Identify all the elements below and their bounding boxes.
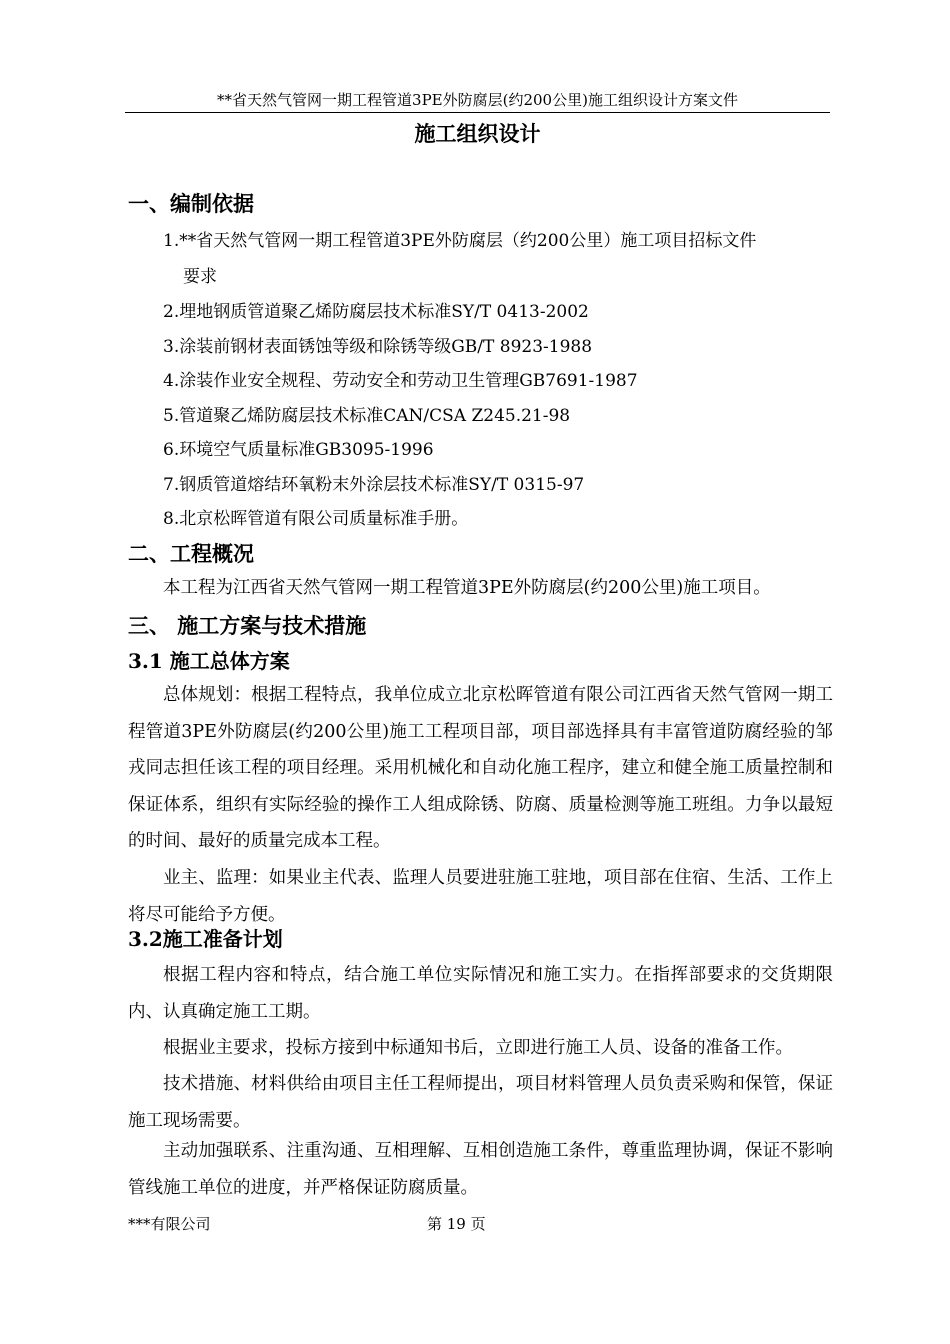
section-3-heading: 三、 施工方案与技术措施 <box>128 613 367 638</box>
footer-company: ***有限公司 <box>128 1215 211 1233</box>
preparation-paragraph-4: 主动加强联系、注重沟通、互相理解、互相创造施工条件，尊重监理协调，保证不影响管线施工单位的进度，并严格保证防腐质量。 <box>128 1141 833 1198</box>
project-overview-text: 本工程为江西省天然气管网一期工程管道3PE外防腐层(约200公里)施工项目。 <box>163 578 771 598</box>
document-title: 施工组织设计 <box>414 121 541 146</box>
overall-plan-paragraph: 总体规划：根据工程特点，我单位成立北京松晖管道有限公司江西省天然气管网一期工程管道3PE外防腐层(约200公里)施工工程项目部，项目部选择具有丰富管道防腐经验的邹戎同志担任该工程的项目经理。采用机械化和自动化施工程序，建立和健全施工质量控制和保证体系，组织有实际经验的操作工人组成除锈、防腐、质量检测等施工班组。力争以最短的时间、最好的质量完成本工程。 <box>128 685 833 851</box>
subsection-3-2-heading: 3.2施工准备计划 <box>128 927 283 951</box>
reference-item-5: 5.管道聚乙烯防腐层技术标准CAN/CSA Z245.21-98 <box>163 406 571 426</box>
reference-item-4: 4.涂装作业安全规程、劳动安全和劳动卫生管理GB7691-1987 <box>163 371 638 391</box>
reference-item-2: 2.埋地钢质管道聚乙烯防腐层技术标准SY/T 0413-2002 <box>163 302 589 322</box>
running-header: **省天然气管网一期工程管道3PE外防腐层(约200公里)施工组织设计方案文件 <box>217 91 738 109</box>
owner-supervision-paragraph: 业主、监理：如果业主代表、监理人员要进驻施工驻地，项目部在住宿、生活、工作上将尽可能给予方便。 <box>128 868 833 925</box>
reference-item-6: 6.环境空气质量标准GB3095-1996 <box>163 440 434 460</box>
subsection-3-1-heading: 3.1 施工总体方案 <box>128 649 290 673</box>
preparation-paragraph-3: 技术措施、材料供给由项目主任工程师提出，项目材料管理人员负责采购和保管，保证施工现场需要。 <box>128 1074 833 1131</box>
header-rule <box>125 112 830 113</box>
reference-item-7: 7.钢质管道熔结环氧粉末外涂层技术标准SY/T 0315-97 <box>163 475 585 495</box>
reference-item-8: 8.北京松晖管道有限公司质量标准手册。 <box>163 509 469 529</box>
preparation-paragraph-1: 根据工程内容和特点，结合施工单位实际情况和施工实力。在指挥部要求的交货期限内、认真确定施工工期。 <box>128 965 833 1022</box>
section-2-heading: 二、工程概况 <box>128 541 254 566</box>
reference-item-1-continuation: 要求 <box>183 267 217 287</box>
section-1-heading: 一、编制依据 <box>128 191 254 216</box>
reference-item-1: 1.**省天然气管网一期工程管道3PE外防腐层（约200公里）施工项目招标文件 <box>163 231 757 251</box>
preparation-paragraph-2: 根据业主要求，投标方接到中标通知书后，立即进行施工人员、设备的准备工作。 <box>163 1038 793 1058</box>
reference-item-3: 3.涂装前钢材表面锈蚀等级和除锈等级GB/T 8923-1988 <box>163 337 593 357</box>
footer-page-number: 第 19 页 <box>427 1215 486 1233</box>
